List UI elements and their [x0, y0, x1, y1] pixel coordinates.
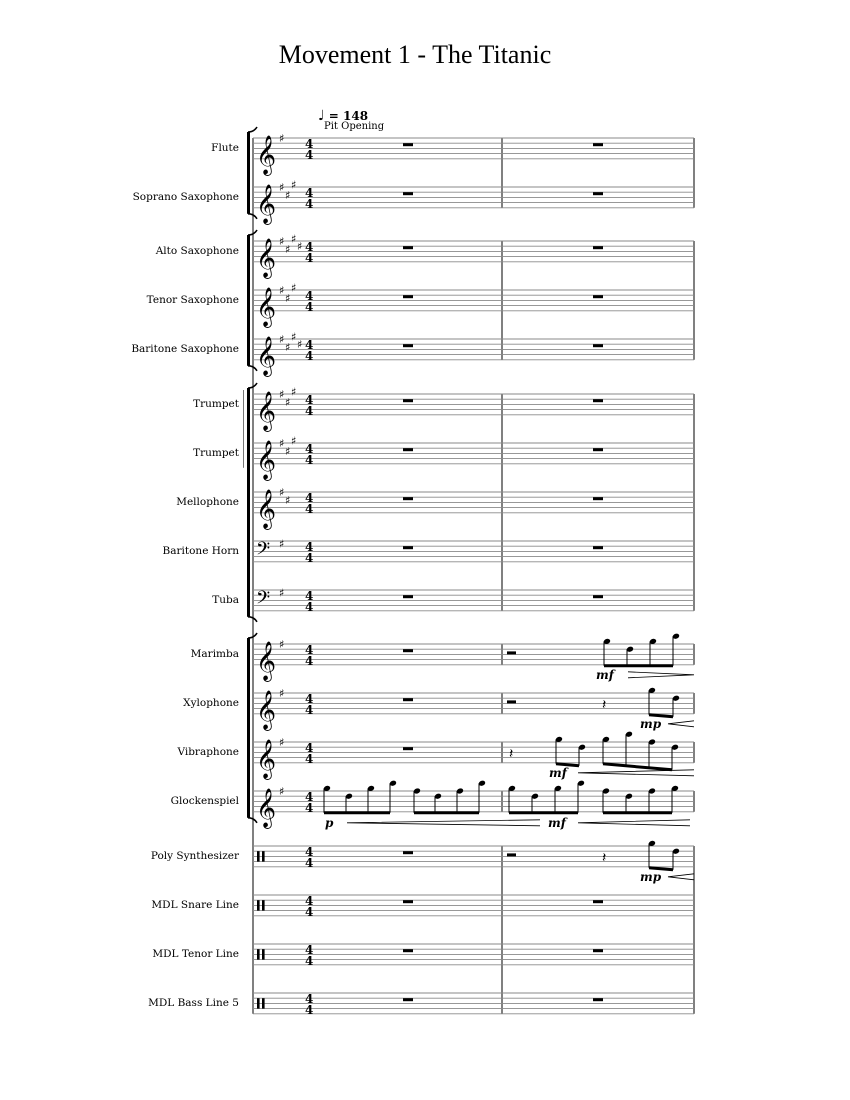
time-signature-top: 4 — [305, 894, 314, 908]
staff-glockenspiel — [253, 780, 694, 830]
time-signature-top: 4 — [305, 692, 314, 706]
treble-clef-icon: 𝄞 — [256, 286, 277, 327]
sharp-icon: ♯ — [297, 240, 303, 254]
time-signature-top: 4 — [305, 289, 314, 303]
instrument-label: MDL Bass Line 5 — [148, 997, 239, 1009]
sharp-icon: ♯ — [279, 437, 285, 450]
whole-rest-icon — [403, 998, 413, 1001]
instrument-label: Glockenspiel — [170, 795, 239, 807]
time-signature-top: 4 — [305, 186, 314, 200]
time-signature-bottom: 4 — [305, 954, 314, 968]
time-signature-top: 4 — [305, 845, 314, 859]
time-signature-bottom: 4 — [305, 453, 314, 467]
instrument-label: Poly Synthesizer — [150, 850, 239, 862]
instrument-label: Trumpet — [193, 447, 239, 459]
whole-rest-icon — [403, 546, 413, 549]
sharp-icon: ♯ — [279, 235, 285, 248]
whole-rest-icon — [593, 998, 603, 1001]
treble-clef-icon: 𝄞 — [256, 390, 277, 431]
sharp-icon: ♯ — [285, 444, 291, 458]
staff-mdl-snare-line — [253, 894, 694, 919]
sharp-icon: ♯ — [279, 785, 285, 798]
sharp-icon: ♯ — [285, 340, 291, 354]
treble-clef-icon: 𝄞 — [256, 689, 277, 730]
treble-clef-icon: 𝄞 — [256, 640, 277, 681]
treble-clef-icon: 𝄞 — [256, 183, 277, 224]
time-signature-top: 4 — [305, 491, 314, 505]
instrument-label: Mellophone — [176, 496, 239, 508]
group-bracket — [247, 132, 250, 214]
treble-clef-icon: 𝄞 — [256, 787, 277, 828]
sharp-icon: ♯ — [279, 687, 285, 700]
staff-flute — [253, 132, 694, 176]
whole-rest-icon — [593, 344, 603, 347]
sharp-icon: ♯ — [291, 385, 297, 399]
whole-rest-icon — [593, 448, 603, 451]
time-signature-bottom: 4 — [305, 197, 314, 211]
whole-rest-icon — [403, 246, 413, 249]
treble-clef-icon: 𝄞 — [256, 738, 277, 779]
time-signature-bottom: 4 — [305, 801, 314, 815]
staff-baritone-saxophone — [253, 330, 694, 376]
percussion-clef-icon — [262, 900, 265, 910]
instrument-label: MDL Snare Line — [151, 899, 239, 911]
time-signature-top: 4 — [305, 393, 314, 407]
time-signature-top: 4 — [305, 790, 314, 804]
sharp-icon: ♯ — [285, 493, 291, 507]
whole-rest-icon — [593, 497, 603, 500]
time-signature-bottom: 4 — [305, 905, 314, 919]
percussion-clef-icon — [262, 949, 265, 959]
time-signature-bottom: 4 — [305, 148, 314, 162]
sharp-icon: ♯ — [291, 232, 297, 246]
staff-baritone-horn — [253, 538, 694, 565]
instrument-label: Xylophone — [183, 697, 239, 709]
time-signature-bottom: 4 — [305, 600, 314, 614]
sharp-icon: ♯ — [279, 736, 285, 749]
sharp-icon: ♯ — [279, 181, 285, 194]
sharp-icon: ♯ — [285, 395, 291, 409]
time-signature-top: 4 — [305, 943, 314, 957]
crescendo-hairpin — [668, 874, 694, 880]
time-signature-top: 4 — [305, 992, 314, 1006]
whole-rest-icon — [403, 949, 413, 952]
trumpet-subbracket — [243, 390, 244, 468]
time-signature-top: 4 — [305, 540, 314, 554]
group-bracket — [247, 388, 250, 617]
whole-rest-icon — [403, 344, 413, 347]
whole-rest-icon — [593, 399, 603, 402]
time-signature-bottom: 4 — [305, 349, 314, 363]
whole-rest-icon — [593, 949, 603, 952]
percussion-clef-icon — [257, 949, 260, 959]
score-title: Movement 1 - The Titanic — [278, 40, 552, 69]
sharp-icon: ♯ — [279, 333, 285, 346]
sharp-icon: ♯ — [279, 388, 285, 401]
whole-rest-icon — [403, 698, 413, 701]
treble-clef-icon: 𝄞 — [256, 237, 277, 278]
time-signature-top: 4 — [305, 741, 314, 755]
whole-rest-icon — [403, 448, 413, 451]
time-signature-bottom: 4 — [305, 551, 314, 565]
group-bracket — [247, 235, 250, 366]
treble-clef-icon: 𝄞 — [256, 134, 277, 175]
whole-rest-icon — [593, 546, 603, 549]
time-signature-bottom: 4 — [305, 300, 314, 314]
time-signature-top: 4 — [305, 240, 314, 254]
half-rest-icon — [507, 651, 516, 654]
whole-rest-icon — [403, 497, 413, 500]
time-signature-bottom: 4 — [305, 251, 314, 265]
dynamic-mp: mp — [640, 869, 662, 884]
instrument-label: Baritone Saxophone — [131, 343, 239, 355]
bracket-top-hook — [248, 127, 257, 132]
quarter-rest-icon: 𝄽 — [509, 746, 514, 762]
tempo-value: = 148 — [328, 109, 369, 123]
whole-rest-icon — [403, 649, 413, 652]
instrument-label: Tuba — [212, 594, 239, 606]
time-signature-top: 4 — [305, 442, 314, 456]
instrument-label: Flute — [211, 142, 239, 154]
dynamic-p: p — [325, 815, 334, 830]
instrument-label: Tenor Saxophone — [146, 294, 239, 306]
whole-rest-icon — [403, 143, 413, 146]
half-rest-icon — [507, 700, 516, 703]
sharp-icon: ♯ — [297, 338, 303, 352]
sharp-icon: ♯ — [279, 486, 285, 499]
staff-vibraphone — [253, 731, 694, 780]
bass-clef-icon: 𝄢 — [256, 539, 271, 564]
whole-rest-icon — [403, 851, 413, 854]
whole-rest-icon — [593, 192, 603, 195]
quarter-note-icon: ♩ — [318, 108, 325, 124]
time-signature-bottom: 4 — [305, 502, 314, 516]
dynamic-mf: mf — [548, 815, 566, 830]
sharp-icon: ♯ — [279, 284, 285, 297]
crescendo-hairpin — [578, 820, 690, 826]
whole-rest-icon — [593, 295, 603, 298]
quarter-rest-icon: 𝄽 — [602, 850, 607, 866]
time-signature-bottom: 4 — [305, 703, 314, 717]
staff-group-woodwinds-flute-soprano — [247, 127, 694, 219]
treble-clef-icon: 𝄞 — [256, 488, 277, 529]
whole-rest-icon — [403, 295, 413, 298]
whole-rest-icon — [593, 246, 603, 249]
sharp-icon: ♯ — [291, 434, 297, 448]
note-beam — [603, 764, 672, 770]
sharp-icon: ♯ — [279, 586, 285, 600]
crescendo-hairpin — [347, 820, 540, 826]
sharp-icon: ♯ — [285, 242, 291, 256]
time-signature-bottom: 4 — [305, 752, 314, 766]
group-bracket — [247, 638, 250, 818]
time-signature-bottom: 4 — [305, 654, 314, 668]
staff-tuba — [253, 587, 694, 614]
staff-marimba — [253, 633, 694, 682]
bass-clef-icon: 𝄢 — [256, 588, 271, 613]
whole-rest-icon — [403, 192, 413, 195]
dynamic-mf: mf — [549, 765, 567, 780]
treble-clef-icon: 𝄞 — [256, 335, 277, 376]
crescendo-hairpin — [578, 770, 694, 776]
time-signature-bottom: 4 — [305, 1003, 314, 1017]
time-signature-top: 4 — [305, 338, 314, 352]
percussion-clef-icon — [262, 998, 265, 1008]
sharp-icon: ♯ — [285, 291, 291, 305]
instrument-label: Baritone Horn — [162, 545, 239, 557]
time-signature-bottom: 4 — [305, 404, 314, 418]
instrument-label: MDL Tenor Line — [152, 948, 239, 960]
quarter-rest-icon: 𝄽 — [602, 697, 607, 713]
sharp-icon: ♯ — [279, 537, 285, 551]
whole-rest-icon — [403, 747, 413, 750]
staff-mellophone — [253, 486, 694, 530]
staff-trumpet — [253, 434, 694, 480]
whole-rest-icon — [403, 595, 413, 598]
sharp-icon: ♯ — [291, 330, 297, 344]
time-signature-top: 4 — [305, 137, 314, 151]
staff-tenor-saxophone — [253, 281, 694, 327]
dynamic-mf: mf — [596, 667, 614, 682]
staff-mdl-bass-line-5 — [253, 992, 694, 1017]
percussion-clef-icon — [257, 900, 260, 910]
staff-group-percussion — [502, 846, 694, 1014]
rehearsal-mark: Pit Opening — [324, 121, 385, 132]
staff-xylophone — [253, 687, 694, 731]
instrument-label: Trumpet — [193, 398, 239, 410]
sharp-icon: ♯ — [279, 132, 285, 145]
staff-trumpet — [253, 385, 694, 431]
decrescendo-hairpin — [628, 672, 694, 678]
whole-rest-icon — [403, 900, 413, 903]
whole-rest-icon — [403, 399, 413, 402]
staff-soprano-saxophone — [253, 178, 694, 224]
instrument-label: Soprano Saxophone — [132, 191, 239, 203]
time-signature-bottom: 4 — [305, 856, 314, 870]
whole-rest-icon — [593, 595, 603, 598]
time-signature-top: 4 — [305, 643, 314, 657]
half-rest-icon — [507, 853, 516, 856]
whole-rest-icon — [593, 900, 603, 903]
time-signature-top: 4 — [305, 589, 314, 603]
staff-alto-saxophone — [253, 232, 694, 278]
staff-poly-synthesizer — [253, 840, 694, 884]
whole-rest-icon — [593, 143, 603, 146]
sharp-icon: ♯ — [291, 281, 297, 295]
percussion-clef-icon — [262, 851, 265, 861]
sharp-icon: ♯ — [291, 178, 297, 192]
treble-clef-icon: 𝄞 — [256, 439, 277, 480]
instrument-label: Alto Saxophone — [155, 245, 239, 257]
sharp-icon: ♯ — [285, 188, 291, 202]
sharp-icon: ♯ — [279, 638, 285, 651]
percussion-clef-icon — [257, 998, 260, 1008]
staff-mdl-tenor-line — [253, 943, 694, 968]
instrument-label: Marimba — [190, 648, 239, 660]
crescendo-hairpin — [668, 721, 694, 727]
dynamic-mp: mp — [640, 716, 662, 731]
percussion-clef-icon — [257, 851, 260, 861]
instrument-label: Vibraphone — [177, 746, 239, 758]
